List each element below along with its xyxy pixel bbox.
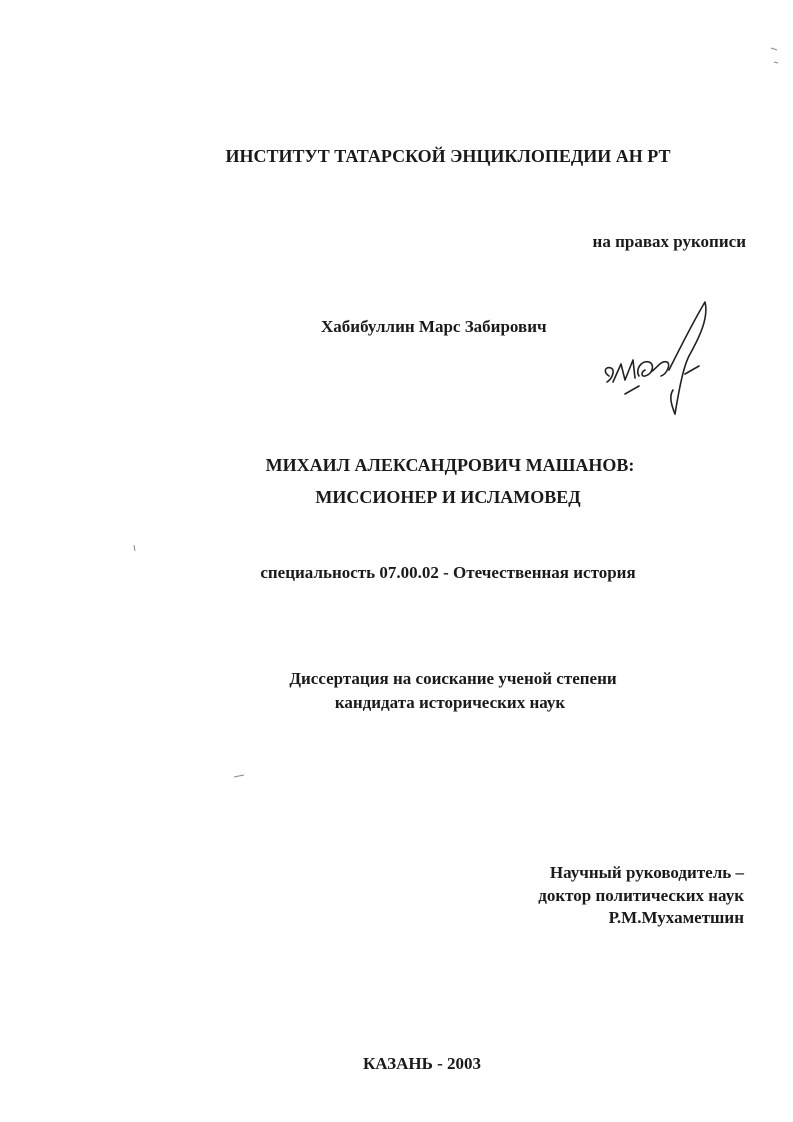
supervisor-degree: доктор политических наук — [538, 886, 744, 905]
dissertation-title-line-2: МИССИОНЕР И ИСЛАМОВЕД — [315, 487, 581, 507]
rights-note: на правах рукописи — [592, 232, 746, 251]
supervisor-role: Научный руководитель – — [549, 863, 744, 882]
author-signature — [595, 298, 715, 420]
institute-name: ИНСТИТУТ ТАТАРСКОЙ ЭНЦИКЛОПЕДИИ АН РТ — [225, 146, 671, 166]
dissertation-title-line-1: МИХАИЛ АЛЕКСАНДРОВИЧ МАШАНОВ: — [265, 455, 635, 475]
degree-line-1: Диссертация на соискание ученой степени — [289, 669, 617, 688]
author-name: Хабибуллин Марс Забирович — [321, 317, 547, 336]
degree-line-2: кандидата исторических наук — [334, 693, 566, 712]
city-year: КАЗАНЬ - 2003 — [362, 1054, 482, 1073]
supervisor-name: Р.М.Мухаметшин — [608, 908, 744, 927]
speciality: специальность 07.00.02 - Отечественная история — [260, 563, 636, 582]
